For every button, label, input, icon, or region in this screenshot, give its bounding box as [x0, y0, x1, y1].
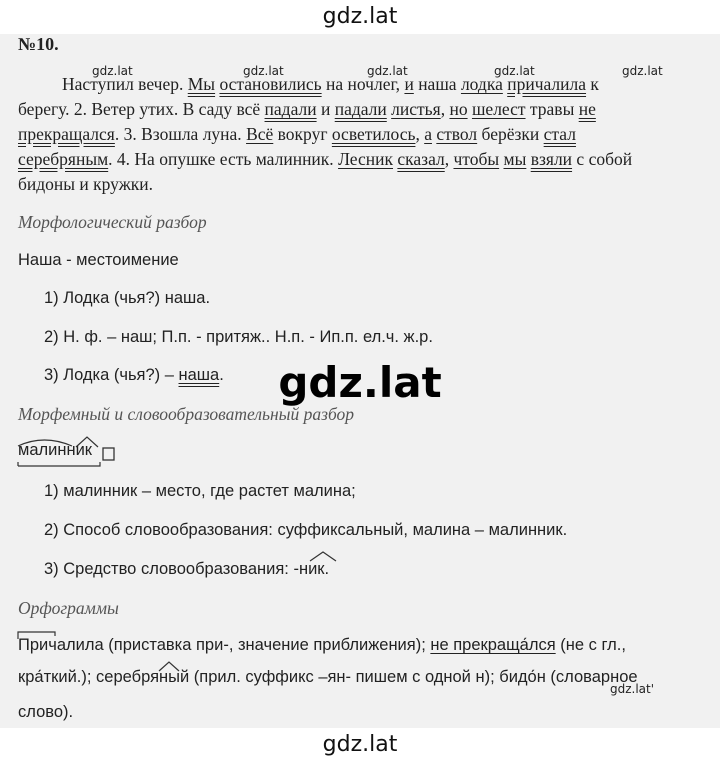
- watermark-center: gdz.lat: [278, 358, 442, 407]
- watermark-small-2: gdz.lat: [243, 64, 284, 78]
- prefix-mark-icon: [17, 630, 57, 640]
- morph-item-3: 3) Лодка (чья?) – наша.: [44, 366, 224, 384]
- text-line-3: прекращался. 3. Взошла луна. Всё вокруг осветилось, а ствол берёзки стал: [18, 124, 576, 144]
- suffix-mark-icon: [308, 550, 338, 562]
- ortho-line-3: слово).: [18, 703, 74, 721]
- section-title-orthograms: Орфограммы: [18, 598, 119, 618]
- watermark-small-5: gdz.lat: [622, 64, 663, 78]
- wordform-item-1: 1) малинник – место, где растет малина;: [44, 482, 356, 500]
- section-title-morphology: Морфологический разбор: [18, 212, 207, 232]
- ortho-line-2: кра́ткий.); серебряный (прил. суффикс –ян- пишем с одной н); бидо́н (словарное: [18, 668, 638, 686]
- suffix-mark-2-icon: [157, 660, 181, 672]
- morph-word: Наша - местоимение: [18, 251, 179, 269]
- text-line-1: Наступил вечер. Мы остановились на ночлег, и наша лодка причалила к: [62, 74, 599, 94]
- text-line-5: бидоны и кружки.: [18, 174, 154, 194]
- morpheme-word: малинник: [18, 441, 93, 459]
- ortho-line-1: Причалила (приставка при-, значение приближения); не прекраща́лся (не с гл.,: [18, 636, 626, 654]
- watermark-small-6: gdz.lat': [610, 682, 655, 696]
- morph-item-2: 2) Н. ф. – наш; П.п. - притяж.. Н.п. - Ип.п. ел.ч. ж.р.: [44, 328, 433, 346]
- morpheme-marks-icon: [14, 432, 124, 468]
- morph-item-1: 1) Лодка (чья?) наша.: [44, 289, 211, 307]
- text-line-2: берегу. 2. Ветер утих. В саду всё падали и падали листья, но шелест травы не: [18, 99, 596, 119]
- task-number: №10.: [18, 34, 59, 54]
- wordform-item-3: 3) Средство словообразования: -ник.: [44, 560, 330, 578]
- wordform-item-2: 2) Способ словообразования: суффиксальный, малина – малинник.: [44, 521, 568, 539]
- section-title-word-formation: Морфемный и словообразовательный разбор: [18, 404, 355, 424]
- watermark-small-4: gdz.lat: [494, 64, 535, 78]
- watermark-small-1: gdz.lat: [92, 64, 133, 78]
- text-line-4: серебряным. 4. На опушке есть малинник. Лесник сказал, чтобы мы взяли с собой: [18, 149, 633, 169]
- watermark-bottom: gdz.lat: [322, 732, 398, 757]
- watermark-small-3: gdz.lat: [367, 64, 408, 78]
- watermark-top: gdz.lat: [322, 4, 398, 29]
